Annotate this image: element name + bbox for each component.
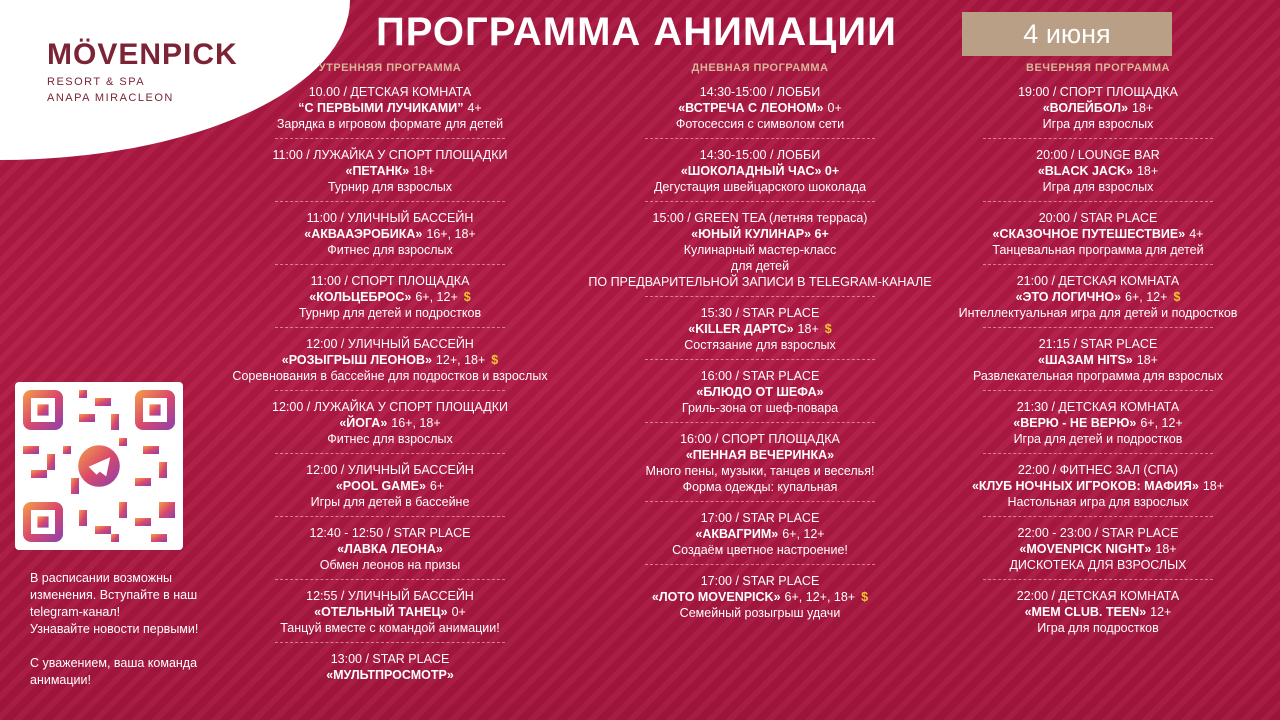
event-item [948,273,1248,321]
date-badge: 4 июня [962,12,1172,56]
event-l2 [560,526,960,542]
event-l3: Игры для детей в бассейне [310,495,470,509]
divider [275,390,505,391]
divider [983,390,1213,391]
event-title: «ЭТО ЛОГИЧНО» [1015,290,1122,304]
event-age: 6+, 12+ [1125,290,1168,304]
event-item [560,573,960,621]
event-title: «MEM CLUB. TEEN» [1024,605,1147,619]
event-l2 [220,604,560,620]
divider [983,516,1213,517]
event-title: «ВОЛЕЙБОЛ» [1042,101,1129,115]
event-l2 [560,163,960,179]
brand-logo: MÖVENPICK [47,38,238,71]
event-l3: ДИСКОТЕКА ДЛЯ ВЗРОСЛЫХ [1009,558,1187,572]
divider [275,642,505,643]
event-title: «ЮНЫЙ КУЛИНАР» 6+ [691,227,829,241]
event-title: «БЛЮДО ОТ ШЕФА» [696,385,824,399]
event-l1: 17:00 / STAR PLACE [700,574,820,588]
event-title: «ЙОГА» [339,416,388,430]
event-l1: 15:00 / GREEN TEA (летняя терраса) [652,211,868,225]
divider [275,579,505,580]
event-l3: Семейный розыгрыш удачи [679,606,841,620]
event-title: «АКВАГРИМ» [695,527,779,541]
divider [275,516,505,517]
evening-column [948,62,1248,636]
event-item [560,84,960,132]
event-l2 [560,589,960,605]
event-l2 [220,289,560,305]
event-l3: Фитнес для взрослых [327,432,453,446]
event-l3: Кулинарный мастер-класс [683,243,837,257]
event-age: 12+, 18+ [435,353,486,367]
event-item [560,305,960,353]
event-age: 0+ [451,605,466,619]
event-title: «КЛУБ НОЧНЫХ ИГРОКОВ: МАФИЯ» [971,479,1199,493]
event-item [948,210,1248,258]
event-l2 [220,100,560,116]
event-l2 [220,415,560,431]
event-l3: Обмен леонов на призы [319,558,461,572]
divider [983,579,1213,580]
event-age: 6+, 12+ [415,290,458,304]
divider [983,264,1213,265]
event-title: «АКВААЭРОБИКА» [304,227,423,241]
event-l3: Турнир для взрослых [327,180,453,194]
event-l1: 16:00 / STAR PLACE [700,369,820,383]
event-l2 [560,321,960,337]
event-l3: Состязание для взрослых [684,338,836,352]
event-l1: 16:00 / СПОРТ ПЛОЩАДКА [680,432,840,446]
event-l3: Игра для взрослых [1042,180,1154,194]
event-title: «BLACK JACK» [1037,164,1133,178]
event-l1: 11:00 / СПОРТ ПЛОЩАДКА [310,274,470,288]
event-age: 6+, 12+, 18+ [784,590,856,604]
event-title: «ПЕТАНК» [345,164,410,178]
event-l1: 21:00 / ДЕТСКАЯ КОМНАТА [1016,274,1180,288]
event-l3: Турнир для детей и подростков [298,306,482,320]
event-l2 [948,289,1248,305]
event-age: 18+ [1136,353,1158,367]
event-title: «ЛОТО MOVENPICK» [651,590,781,604]
event-l2 [560,226,960,242]
event-l1: 19:00 / СПОРТ ПЛОЩАДКА [1018,85,1178,99]
event-l2 [220,667,560,683]
event-title: «POOL GAME» [335,479,426,493]
divider [645,296,875,297]
event-item [948,336,1248,384]
divider [645,138,875,139]
event-title: «KILLER ДАРТС» [688,322,794,336]
event-l1: 12:00 / УЛИЧНЫЙ БАССЕЙН [306,463,474,477]
event-l1: 12:00 / ЛУЖАЙКА У СПОРТ ПЛОЩАДКИ [272,400,508,414]
event-item [560,431,960,495]
event-l2 [560,100,960,116]
event-l2 [948,226,1248,242]
event-item [220,651,560,683]
event-item [948,588,1248,636]
event-age: 18+ [413,164,435,178]
event-l2 [560,447,960,463]
event-title: “С ПЕРВЫМИ ЛУЧИКАМИ” [298,101,464,115]
note-line [30,638,198,655]
note-line: анимации! [30,673,91,687]
event-age: 18+ [1155,542,1177,556]
paid-icon: $ [861,590,869,604]
event-title: «СКАЗОЧНОЕ ПУТЕШЕСТВИЕ» [992,227,1186,241]
event-l2 [948,478,1248,494]
event-l1: 15:30 / STAR PLACE [700,306,820,320]
event-item [948,84,1248,132]
event-age: 4+ [1189,227,1204,241]
qr-icon [15,382,183,550]
event-age: 16+, 18+ [391,416,441,430]
event-title: «ШОКОЛАДНЫЙ ЧАС» 0+ [680,164,840,178]
event-l3: Игра для подростков [1037,621,1159,635]
divider [645,564,875,565]
event-l3: Развлекательная программа для взрослых [973,369,1223,383]
morning-column [220,62,560,683]
event-l2 [560,384,960,400]
event-l3: Игра для детей и подростков [1013,432,1183,446]
event-l3: Настольная игра для взрослых [1007,495,1189,509]
event-l3: Создаём цветное настроение! [672,543,848,557]
divider [275,453,505,454]
paid-icon: $ [824,322,832,336]
event-item [220,462,560,510]
event-age: 18+ [797,322,819,336]
paid-icon: $ [463,290,471,304]
paid-icon: $ [1173,290,1181,304]
column-heading: ВЕЧЕРНЯЯ ПРОГРАММА [1026,62,1170,74]
event-l1: 21:15 / STAR PLACE [1038,337,1158,351]
event-l3: Много пены, музыки, танцев и веселья! [645,464,875,478]
divider [275,327,505,328]
event-title: «ВСТРЕЧА С ЛЕОНОМ» [678,101,824,115]
event-l1: 20:00 / STAR PLACE [1038,211,1158,225]
divider [645,422,875,423]
event-l1: 12:40 - 12:50 / STAR PLACE [309,526,471,540]
note-line: изменения. Вступайте в наш [30,588,198,602]
event-l3: Фитнес для взрослых [327,243,453,257]
divider [645,501,875,502]
event-l2 [948,604,1248,620]
event-l3: Танцевальная программа для детей [992,243,1204,257]
event-l2 [220,478,560,494]
paid-icon: $ [491,353,499,367]
event-age: 18+ [1132,101,1154,115]
note-line: telegram-канал! [30,605,121,619]
event-l2 [220,163,560,179]
note-line: В расписании возможны [30,571,172,585]
divider [983,138,1213,139]
event-l3: Фотосессия с символом сети [675,117,845,131]
event-l2 [948,541,1248,557]
event-age: 6+, 12+ [1140,416,1183,430]
event-item [220,399,560,447]
event-l2 [220,226,560,242]
divider [275,138,505,139]
event-age: 16+, 18+ [426,227,476,241]
brand-location: ANAPA MIRACLEON [47,92,174,104]
event-l1: 11:00 / УЛИЧНЫЙ БАССЕЙН [306,211,474,225]
divider [275,201,505,202]
event-title: «ПЕННАЯ ВЕЧЕРИНКА» [685,448,835,462]
event-item [220,588,560,636]
event-age: 6+ [429,479,445,493]
day-column [560,62,960,621]
event-age: 18+ [1136,164,1159,178]
event-l4: Форма одежды: купальная [682,480,838,494]
event-l2 [948,415,1248,431]
event-l1: 22:00 / ДЕТСКАЯ КОМНАТА [1016,589,1180,603]
event-l1: 22:00 / ФИТНЕС ЗАЛ (СПА) [1017,463,1179,477]
divider [645,359,875,360]
event-l2 [220,541,560,557]
event-l3: Танцуй вместе с командой анимации! [280,621,500,635]
event-item [948,399,1248,447]
event-age: 6+, 12+ [782,527,825,541]
event-title: «МУЛЬТПРОСМОТР» [326,668,454,682]
event-item [560,147,960,195]
event-l1: 20:00 / LOUNGE BAR [1036,148,1160,162]
event-l2 [948,100,1248,116]
event-l1: 13:00 / STAR PLACE [330,652,450,666]
event-title: «КОЛЬЦЕБРОС» [309,290,412,304]
page-title: ПРОГРАММА АНИМАЦИИ [376,10,897,54]
brand-subtitle: RESORT & SPA [47,76,146,88]
divider [275,264,505,265]
schedule-note [30,570,198,689]
event-l3: Дегустация швейцарского шоколада [653,180,867,194]
event-item [560,210,960,290]
event-item [560,368,960,416]
event-item [220,273,560,321]
event-age: 0+ [827,101,842,115]
event-item [948,462,1248,510]
event-title: «РОЗЫГРЫШ ЛЕОНОВ» [281,353,432,367]
event-l2 [948,352,1248,368]
event-item [220,84,560,132]
event-l3: Гриль-зона от шеф-повара [681,401,839,415]
event-l3: Интеллектуальная игра для детей и подростков [958,306,1238,320]
event-item [220,336,560,384]
event-age: 18+ [1202,479,1225,493]
event-l5: ПО ПРЕДВАРИТЕЛЬНОЙ ЗАПИСИ В TELEGRAM-КАНАЛЕ [588,275,932,289]
event-l3: Соревнования в бассейне для подростков и взрослых [232,369,548,383]
event-l1: 10.00 / ДЕТСКАЯ КОМНАТА [308,85,472,99]
event-l4: для детей [730,259,790,273]
event-item [220,147,560,195]
column-heading: УТРЕННЯЯ ПРОГРАММА [318,62,462,74]
event-l1: 14:30-15:00 / ЛОББИ [699,85,821,99]
column-heading: ДНЕВНАЯ ПРОГРАММА [691,62,829,74]
note-line: Узнавайте новости первыми! [30,622,199,636]
event-age: 4+ [467,101,482,115]
note-line: С уважением, ваша команда [30,656,198,670]
telegram-qr-code[interactable] [15,382,183,550]
event-l3: Игра для взрослых [1042,117,1154,131]
event-item [948,525,1248,573]
event-l1: 12:55 / УЛИЧНЫЙ БАССЕЙН [306,589,474,603]
event-item [560,510,960,558]
event-item [948,147,1248,195]
event-l1: 22:00 - 23:00 / STAR PLACE [1017,526,1179,540]
event-title: «ШАЗАМ HITS» [1038,353,1133,367]
event-l1: 21:30 / ДЕТСКАЯ КОМНАТА [1016,400,1180,414]
event-title: «ОТЕЛЬНЫЙ ТАНЕЦ» [314,605,448,619]
divider [983,327,1213,328]
event-l1: 17:00 / STAR PLACE [700,511,820,525]
event-l1: 11:00 / ЛУЖАЙКА У СПОРТ ПЛОЩАДКИ [272,148,508,162]
event-l2 [220,352,560,368]
event-l1: 12:00 / УЛИЧНЫЙ БАССЕЙН [306,337,474,351]
divider [983,201,1213,202]
event-l2 [948,163,1248,179]
event-title: «ВЕРЮ - НЕ ВЕРЮ» [1013,416,1137,430]
event-item [220,525,560,573]
divider [983,453,1213,454]
event-age: 12+ [1150,605,1172,619]
divider [645,201,875,202]
event-l1: 14:30-15:00 / ЛОББИ [699,148,821,162]
event-title: «MOVENPICK NIGHT» [1019,542,1152,556]
event-item [220,210,560,258]
event-title: «ЛАВКА ЛЕОНА» [337,542,443,556]
event-l3: Зарядка в игровом формате для детей [276,117,504,131]
